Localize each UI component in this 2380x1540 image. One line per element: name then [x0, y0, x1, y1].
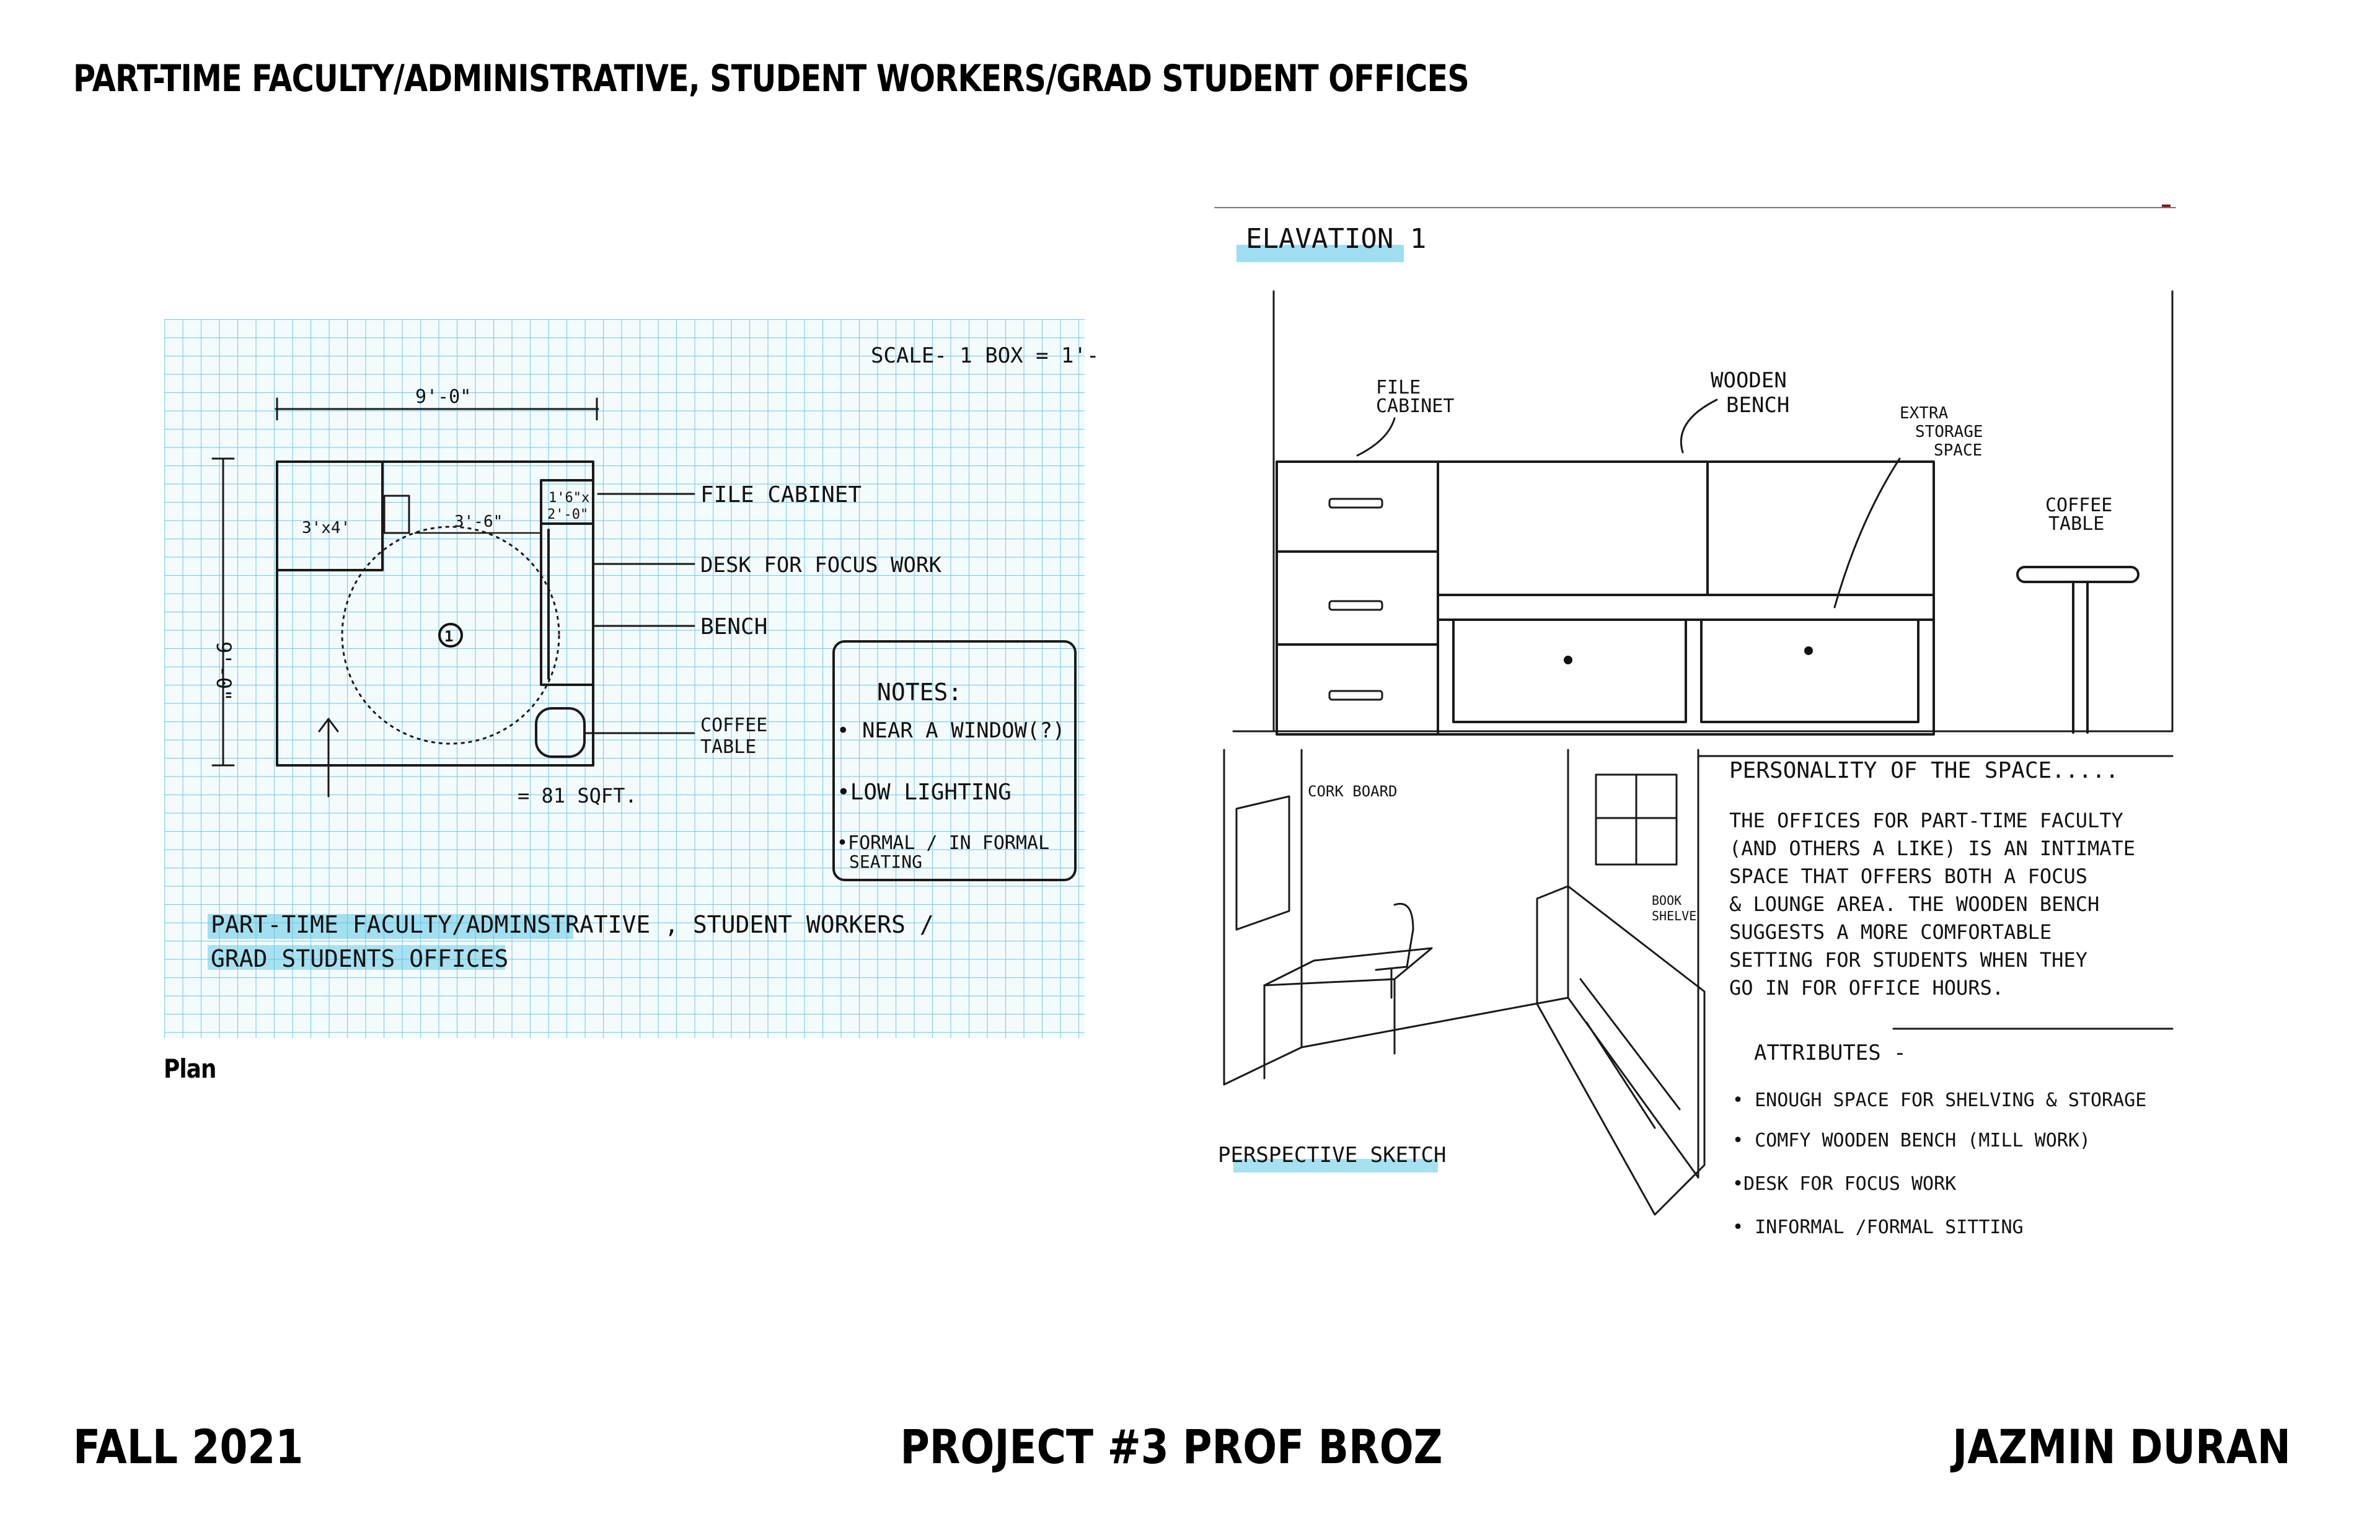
personality-line-4: & LOUNGE AREA. THE WOODEN BENCH	[1729, 892, 2100, 916]
perspective-book-label-1: BOOK	[1652, 893, 1682, 908]
elev-label-storage-3: SPACE	[1934, 441, 1983, 460]
personality-title: PERSONALITY OF THE SPACE.....	[1729, 758, 2119, 783]
attribute-2: • COMFY WOODEN BENCH (MILL WORK)	[1732, 1130, 2091, 1151]
page-title: PART-TIME FACULTY/ADMINISTRATIVE, STUDENT WORKERS/GRAD STUDENT OFFICES	[73, 57, 1469, 100]
personality-line-2: (AND OTHERS A LIKE) IS AN INTIMATE	[1729, 837, 2136, 860]
elevation-title: ELAVATION 1	[1246, 223, 1427, 255]
footer-author: JAZMIN DURAN	[1952, 1419, 2291, 1474]
label-bench: BENCH	[700, 614, 768, 640]
plan-caption: Plan	[164, 1054, 216, 1084]
plan-area: = 81 SQFT.	[518, 784, 637, 807]
plan-width-dim: 9'-0"	[415, 386, 472, 408]
label-table: TABLE	[700, 736, 757, 758]
perspective-cork-label: CORK BOARD	[1308, 783, 1398, 800]
section-marker: 1	[444, 628, 454, 645]
personality-line-3: SPACE THAT OFFERS BOTH A FOCUS	[1729, 865, 2087, 888]
note-1: • NEAR A WINDOW(?)	[837, 718, 1065, 743]
plan-title-line-2: GRAD STUDENTS OFFICES	[211, 945, 509, 972]
plan-height-dim: 9'-0"	[212, 641, 236, 702]
elev-label-table-1: COFFEE	[2045, 495, 2113, 516]
personality-line-7: GO IN FOR OFFICE HOURS.	[1729, 976, 2004, 1000]
note-2: •LOW LIGHTING	[837, 780, 1011, 805]
plan-title-line-1: PART-TIME FACULTY/ADMINSTRATIVE , STUDENT WORKERS /	[211, 911, 934, 938]
attribute-1: • ENOUGH SPACE FOR SHELVING & STORAGE	[1732, 1089, 2147, 1111]
elev-label-storage-1: EXTRA	[1900, 404, 1949, 423]
elevation-perspective-sheet	[1209, 198, 2231, 1277]
desk-dim: 3'x4'	[302, 519, 351, 537]
footer-semester: FALL 2021	[73, 1419, 304, 1474]
span-dim: 3'-6"	[454, 513, 503, 531]
perspective-title: PERSPECTIVE SKETCH	[1218, 1143, 1447, 1168]
personality-line-6: SETTING FOR STUDENTS WHEN THEY	[1729, 948, 2087, 972]
note-3: •FORMAL / IN FORMAL	[837, 832, 1050, 854]
cabinet-dim-h: 2'-0"	[547, 507, 589, 522]
attribute-4: • INFORMAL /FORMAL SITTING	[1732, 1217, 2024, 1238]
footer-project: PROJECT #3 PROF BROZ	[900, 1419, 1443, 1474]
cabinet-dim-w: 1'6"x	[549, 490, 590, 506]
note-4: SEATING	[849, 851, 923, 872]
elev-label-file-2: CABINET	[1376, 395, 1455, 417]
elev-label-table-2: TABLE	[2048, 513, 2105, 535]
elev-label-bench-1: WOODEN	[1711, 368, 1787, 393]
plan-scale-label: SCALE- 1 BOX = 1'-	[871, 343, 1100, 368]
label-file-cabinet: FILE CABINET	[700, 482, 862, 508]
personality-line-5: SUGGESTS A MORE COMFORTABLE	[1729, 920, 2052, 944]
personality-line-1: THE OFFICES FOR PART-TIME FACULTY	[1729, 809, 2123, 832]
floor-plan-sketch	[164, 319, 1100, 1038]
label-coffee: COFFEE	[700, 715, 768, 736]
attributes-title: ATTRIBUTES -	[1754, 1041, 1906, 1065]
elev-label-storage-2: STORAGE	[1915, 423, 1983, 441]
notes-title: NOTES:	[877, 679, 963, 706]
label-desk: DESK FOR FOCUS WORK	[700, 553, 941, 578]
attribute-3: •DESK FOR FOCUS WORK	[1732, 1173, 1957, 1195]
elev-label-file-1: FILE	[1376, 377, 1421, 398]
perspective-book-label-2: SHELVE	[1652, 909, 1697, 923]
elev-label-bench-2: BENCH	[1726, 393, 1790, 418]
